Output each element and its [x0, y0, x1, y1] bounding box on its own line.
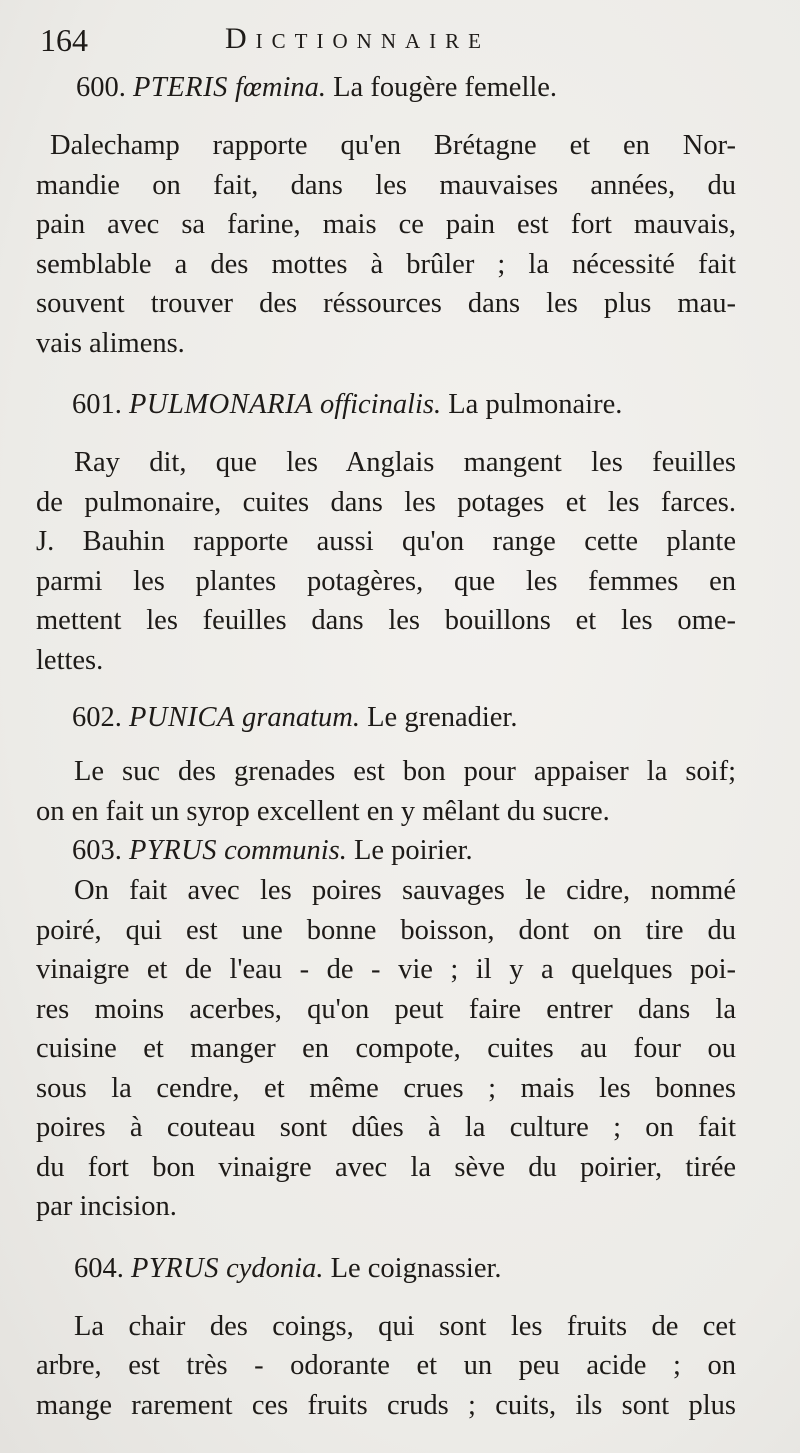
entry-heading — [76, 68, 736, 108]
text-line: sous la cendre, et même crues ; mais les bonnes — [36, 1072, 736, 1104]
text-line: semblable a des mottes à brûler ; la nécessité fait — [36, 248, 736, 280]
entry-number: 604. — [74, 1252, 124, 1284]
entry-number: 601. — [72, 389, 122, 420]
text-line: res moins acerbes, qu'on peut faire entrer dans la — [36, 993, 736, 1025]
text-line: mange rarement ces fruits cruds ; cuits, ils sont plus — [36, 1389, 736, 1421]
entry-paragraph — [36, 1307, 736, 1426]
text-line: du fort bon vinaigre avec la sève du poirier, tirée — [36, 1151, 736, 1183]
common-name: La fougère femelle. — [333, 72, 558, 103]
running-title: Dictionnaire — [225, 22, 490, 55]
text-line: cuisine et manger en compote, cuites au four ou — [36, 1033, 736, 1064]
entry-paragraph — [36, 752, 736, 831]
genus-name: PYRUS — [129, 835, 217, 866]
text-line: arbre, est très - odorante et un peu acide ; on — [36, 1350, 736, 1381]
entry-heading — [72, 698, 736, 738]
common-name: Le coignassier. — [330, 1252, 502, 1284]
text-line: vais alimens. — [36, 327, 185, 359]
text-line: Le suc des grenades est bon pour appaiser la soif; — [74, 756, 736, 787]
entry-heading — [72, 385, 736, 425]
text-line: parmi les plantes potagères, que les femmes en — [36, 565, 736, 597]
entry-heading — [72, 831, 736, 871]
species-name: communis. — [224, 835, 347, 866]
common-name: Le poirier. — [353, 835, 473, 866]
entry-paragraph — [36, 871, 736, 1227]
text-line: La chair des coings, qui sont les fruits de cet — [74, 1310, 736, 1342]
common-name: Le grenadier. — [367, 702, 518, 733]
text-line: pain avec sa farine, mais ce pain est fort mauvais, — [36, 209, 736, 240]
text-line: souvent trouver des réssources dans les plus mau- — [36, 288, 736, 319]
species-name: officinalis. — [320, 389, 442, 420]
genus-name: PULMONARIA — [129, 389, 313, 420]
text-line: poires à couteau sont dûes à la culture ; on fait — [36, 1112, 736, 1143]
entry-paragraph — [36, 126, 736, 363]
species-name: cydonia. — [226, 1252, 324, 1284]
genus-name: PUNICA — [129, 702, 235, 733]
entry-paragraph — [36, 443, 736, 680]
genus-name: PYRUS — [131, 1252, 219, 1284]
text-line: On fait avec les poires sauvages le cidre, nommé — [74, 875, 736, 906]
text-line: mandie on fait, dans les mauvaises années, du — [36, 169, 736, 201]
genus-name: PTERIS — [133, 72, 228, 103]
entry-number: 602. — [72, 702, 122, 733]
text-line: par incision. — [36, 1191, 177, 1222]
entry-number: 600. — [76, 72, 126, 103]
common-name: La pulmonaire. — [448, 389, 623, 420]
species-name: granatum. — [242, 702, 361, 733]
text-line: Dalechamp rapporte qu'en Brétagne et en Nor- — [50, 130, 736, 161]
text-line: de pulmonaire, cuites dans les potages et les farces. — [36, 486, 736, 518]
page-body — [36, 68, 736, 1425]
text-line: on en fait un syrop excellent en y mêlant du sucre. — [36, 795, 610, 827]
text-line: vinaigre et de l'eau - de - vie ; il y a quelques poi- — [36, 954, 736, 985]
text-line: lettes. — [36, 644, 104, 676]
page-header — [40, 22, 760, 62]
page-number: 164 — [40, 22, 88, 58]
text-line: mettent les feuilles dans les bouillons et les ome- — [36, 605, 736, 636]
species-name: fœmina. — [234, 72, 327, 103]
text-line: poiré, qui est une bonne boisson, dont on tire du — [36, 914, 736, 946]
text-line: Ray dit, que les Anglais mangent les feuilles — [74, 447, 736, 478]
entry-heading — [74, 1249, 736, 1289]
entry-number: 603. — [72, 835, 122, 866]
text-line: J. Bauhin rapporte aussi qu'on range cette plante — [36, 526, 736, 557]
